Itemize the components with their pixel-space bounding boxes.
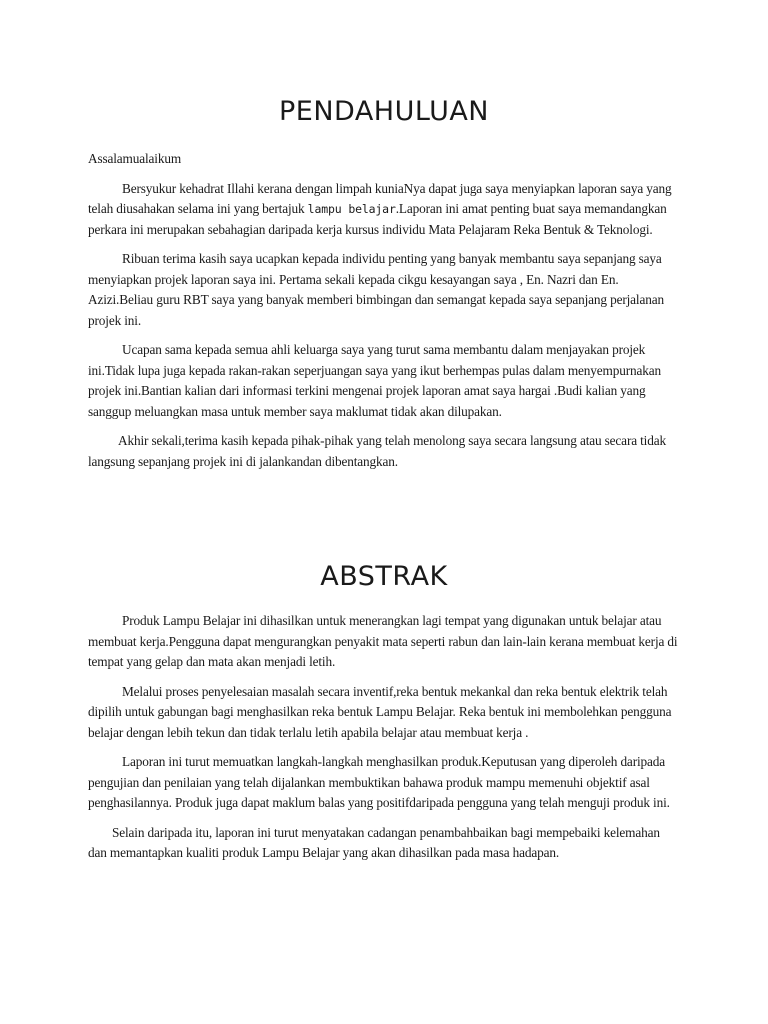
paragraph-abstrak-2: Melalui proses penyelesaian masalah secara inventif,reka bentuk mekankal dan reka bentuk elektrik telah dipilih untuk gabungan bagi menghasilkan reka bentuk Lampu Belajar. Reka bentuk ini membolehkan pengguna belajar dengan lebih tekun dan tidak terlalu letih apabila belajar atau membuat kerja . [88, 683, 672, 740]
paragraph-abstrak-4: Selain daripada itu, laporan ini turut menyatakan cadangan penambahbaikan bagi mempebaiki kelemahan dan memantapkan kualiti produk Lampu Belajar yang akan dihasilkan pada masa hadapan. [88, 824, 660, 860]
project-title: lampu belajar [307, 202, 396, 216]
section-pendahuluan [88, 149, 680, 481]
greeting: Assalamualaikum [88, 151, 182, 166]
paragraph-pendahuluan-4: Akhir sekali,terima kasih kepada pihak-pihak yang telah menolong saya secara langsung atau secara tidak langsung sepanjang projek ini di jalankandan dibentangkan. [88, 433, 666, 469]
paragraph-text: .Laporan ini amat penting buat saya memandangkan perkara ini merupakan sebahagian daripada kerja kursus individu Mata Pelajaram Reka Bentuk & Teknologi. [88, 201, 667, 237]
heading-pendahuluan: PENDAHULUAN [278, 96, 490, 127]
heading-abstrak: ABSTRAK [320, 561, 448, 592]
section-abstrak [88, 611, 680, 873]
paragraph-text: Bersyukur kehadrat Illahi kerana dengan limpah kuniaNya dapat juga saya menyiapkan laporan saya yang telah diusahakan selama ini yang bertajuk [88, 180, 672, 216]
paragraph-pendahuluan-2: Ribuan terima kasih saya ucapkan kepada individu penting yang banyak membantu saya sepanjang saya menyiapkan projek laporan saya ini. Pertama sekali kepada cikgu kesayangan saya , En. Nazri dan En. Azizi.Beliau guru RBT saya yang banyak memberi bimbingan dan semangat kepada saya sepanjang perjalanan projek ini. [88, 251, 664, 328]
paragraph-abstrak-1: Produk Lampu Belajar ini dihasilkan untuk menerangkan lagi tempat yang digunakan untuk belajar atau membuat kerja.Pengguna dapat mengurangkan penyakit mata seperti rabun dan lain-lain kerana membuat kerja di tempat yang gelap dan mata akan menjadi letih. [88, 613, 678, 669]
paragraph-pendahuluan-3: Ucapan sama kepada semua ahli keluarga saya yang turut sama membantu dalam menjayakan projek ini.Tidak lupa juga kepada rakan-rakan seperjuangan saya yang ikut berhempas pulas dalam menyempurnakan projek ini.Bantian kalian dari informasi terkini mengenai projek laporan amat saya hargai .Budi kalian yang sanggup meluangkan masa untuk member saya maklumat tidak akan dilupakan. [88, 342, 661, 419]
paragraph-abstrak-3: Laporan ini turut memuatkan langkah-langkah menghasilkan produk.Keputusan yang diperoleh daripada pengujian dan penilaian yang telah dijalankan membuktikan bahawa produk mampu memenuhi objektif asal penghasilannya. Produk juga dapat maklum balas yang positifdaripada pengguna yang telah menguji produk ini. [88, 754, 670, 810]
paragraph-pendahuluan-1 [88, 179, 680, 241]
